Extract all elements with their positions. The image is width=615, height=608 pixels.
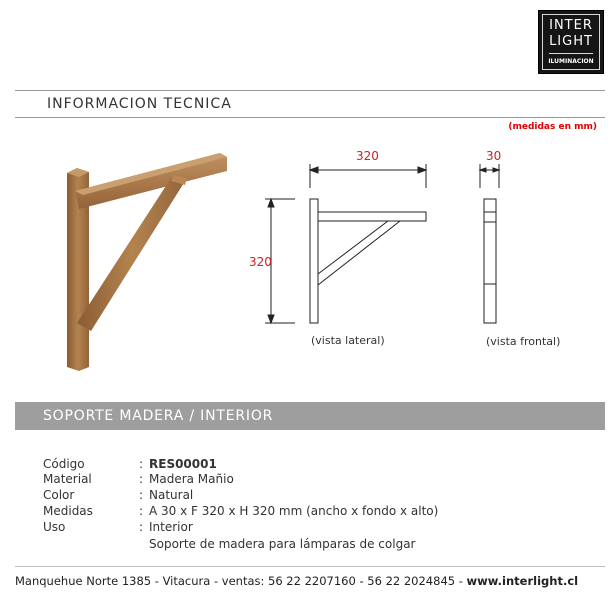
spec-value-color: Natural: [149, 488, 194, 502]
brand-logo: [538, 10, 604, 74]
footer-website-link[interactable]: www.interlight.cl: [466, 574, 579, 588]
caption-frontal: (vista frontal): [486, 335, 561, 348]
dim-frontal-width: 30: [486, 149, 502, 163]
spec-colon: :: [139, 504, 144, 518]
logo-text-inter: INTER: [549, 18, 593, 33]
spec-colon: :: [139, 520, 144, 534]
spec-colon: :: [139, 457, 144, 471]
footer-contact: Manquehue Norte 1385 - Vitacura - ventas: 56 22 2207160 - 56 22 2024845 -: [15, 574, 463, 588]
footer: [15, 574, 578, 588]
units-note: (medidas en mm): [508, 122, 597, 132]
spec-value-material: Madera Mañio: [149, 472, 234, 486]
dim-lateral-height: 320: [249, 255, 272, 269]
spec-label-codigo: Código: [43, 457, 85, 471]
product-title: SOPORTE MADERA / INTERIOR: [43, 408, 274, 424]
spec-label-color: Color: [43, 488, 75, 502]
spec-value-codigo: RES00001: [149, 457, 217, 471]
section-title: INFORMACION TECNICA: [47, 96, 232, 112]
spec-colon: :: [139, 488, 144, 502]
spec-colon: :: [139, 472, 144, 486]
spec-label-uso: Uso: [43, 520, 66, 534]
spec-label-material: Material: [43, 472, 92, 486]
caption-lateral: (vista lateral): [311, 334, 385, 347]
spec-description: Soporte de madera para lámparas de colgar: [149, 537, 416, 551]
product-title-band: [15, 402, 605, 430]
spec-label-medidas: Medidas: [43, 504, 93, 518]
logo-frame: [542, 14, 600, 70]
title-divider: [15, 117, 605, 118]
logo-text-iluminacion: ILUMINACION: [548, 58, 594, 65]
logo-text-light: LIGHT: [549, 34, 593, 49]
product-photo: [55, 145, 245, 375]
top-divider: [15, 90, 605, 91]
frontal-view-drawing: [470, 160, 510, 330]
spec-value-uso: Interior: [149, 520, 193, 534]
footer-divider: [15, 566, 605, 567]
logo-rule: [549, 53, 593, 54]
lateral-view-drawing: [255, 150, 445, 335]
spec-value-medidas: A 30 x F 320 x H 320 mm (ancho x fondo x alto): [149, 504, 439, 518]
dim-lateral-width: 320: [356, 149, 379, 163]
